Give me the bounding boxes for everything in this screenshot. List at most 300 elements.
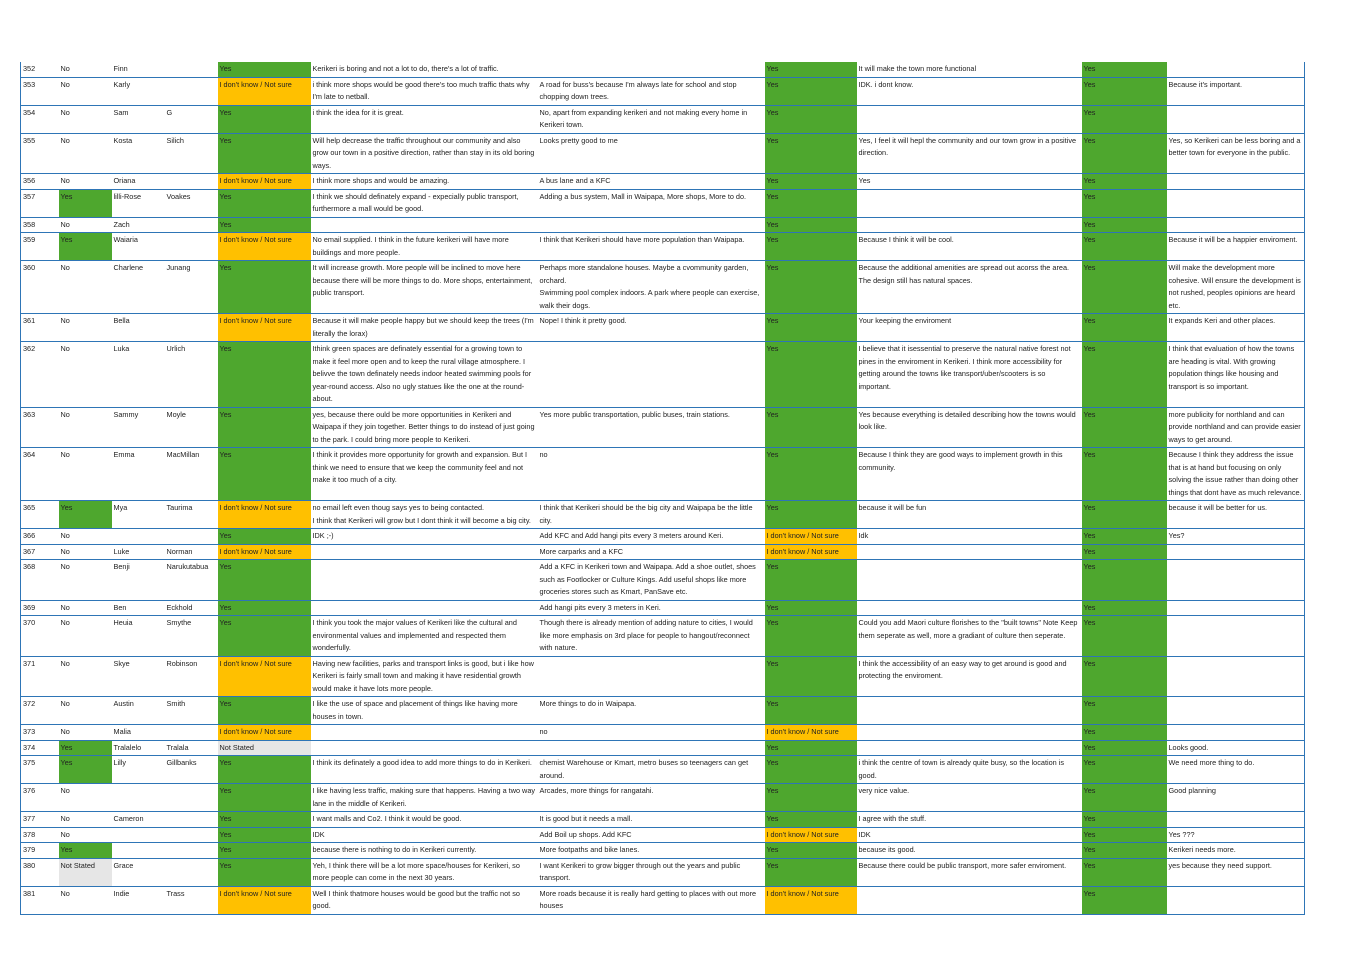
support-answer-3-cell: Yes <box>1082 656 1167 697</box>
support-answer-2-cell: I don't know / Not sure <box>765 544 857 560</box>
response-id-cell: 375 <box>21 756 59 784</box>
first-name-cell <box>112 843 165 859</box>
comment-3-cell <box>857 600 1082 616</box>
comment-3-cell: because it will be fun <box>857 501 1082 529</box>
last-name-cell: G <box>165 105 218 133</box>
comment-4-cell <box>1167 544 1305 560</box>
response-id-cell: 374 <box>21 740 59 756</box>
comment-3-cell <box>857 189 1082 217</box>
support-answer-1-cell: I don't know / Not sure <box>218 725 311 741</box>
comment-1-cell: I want malls and Co2. I think it would be good. <box>311 812 538 828</box>
comment-2-cell: Though there is already mention of adding nature to cities, I would like more emphasis on 3rd place for people to hangout/reconnect with nature. <box>538 616 765 657</box>
comment-2-cell: Add Boil up shops. Add KFC <box>538 827 765 843</box>
contact-consent-cell: No <box>59 812 112 828</box>
last-name-cell: Trass <box>165 886 218 914</box>
comment-4-cell: Will make the development more cohesive. Will ensure the development is not rushed, peoples opinions are heard etc. <box>1167 261 1305 314</box>
first-name-cell: Skye <box>112 656 165 697</box>
support-answer-1-cell: Yes <box>218 448 311 501</box>
response-id-cell: 369 <box>21 600 59 616</box>
response-id-cell: 356 <box>21 174 59 190</box>
last-name-cell: Eckhold <box>165 600 218 616</box>
response-id-cell: 361 <box>21 314 59 342</box>
comment-2-cell: More carparks and a KFC <box>538 544 765 560</box>
first-name-cell <box>112 529 165 545</box>
table-row <box>21 233 1305 261</box>
support-answer-2-cell: Yes <box>765 233 857 261</box>
table-body <box>21 62 1305 914</box>
comment-3-cell <box>857 217 1082 233</box>
comment-3-cell: IDK <box>857 827 1082 843</box>
comment-3-cell: very nice value. <box>857 784 1082 812</box>
support-answer-2-cell: Yes <box>765 77 857 105</box>
support-answer-2-cell: Yes <box>765 858 857 886</box>
contact-consent-cell: No <box>59 529 112 545</box>
support-answer-3-cell: Yes <box>1082 189 1167 217</box>
support-answer-2-cell: Yes <box>765 501 857 529</box>
comment-3-cell: Yes, I feel it will hepl the community and our town grow in a positive direction. <box>857 133 1082 174</box>
comment-3-cell: Could you add Maori culture florishes to the "built towns" Note Keep them seperate as well, more a gradiant of culture then seperate. <box>857 616 1082 657</box>
comment-2-cell: More roads because it is really hard getting to places with out more houses <box>538 886 765 914</box>
last-name-cell <box>165 174 218 190</box>
contact-consent-cell: No <box>59 77 112 105</box>
support-answer-2-cell: I don't know / Not sure <box>765 725 857 741</box>
comment-4-cell: because it will be better for us. <box>1167 501 1305 529</box>
comment-2-cell <box>538 217 765 233</box>
response-id-cell: 353 <box>21 77 59 105</box>
first-name-cell: Lilly <box>112 756 165 784</box>
comment-3-cell <box>857 886 1082 914</box>
support-answer-1-cell: Yes <box>218 784 311 812</box>
comment-1-cell: No email supplied. I think in the future kerikeri will have more buildings and more people. <box>311 233 538 261</box>
first-name-cell: Tralalelo <box>112 740 165 756</box>
support-answer-3-cell: Yes <box>1082 62 1167 77</box>
response-id-cell: 365 <box>21 501 59 529</box>
contact-consent-cell: No <box>59 407 112 448</box>
support-answer-3-cell: Yes <box>1082 725 1167 741</box>
comment-1-cell <box>311 740 538 756</box>
support-answer-2-cell: Yes <box>765 314 857 342</box>
response-id-cell: 355 <box>21 133 59 174</box>
first-name-cell: Oriana <box>112 174 165 190</box>
support-answer-1-cell: Yes <box>218 133 311 174</box>
table-row <box>21 189 1305 217</box>
comment-1-cell: i think the idea for it is great. <box>311 105 538 133</box>
comment-2-cell: Add hangi pits every 3 meters in Keri. <box>538 600 765 616</box>
comment-1-cell: Kerikeri is boring and not a lot to do, there's a lot of traffic. <box>311 62 538 77</box>
contact-consent-cell: No <box>59 261 112 314</box>
last-name-cell <box>165 217 218 233</box>
response-id-cell: 373 <box>21 725 59 741</box>
comment-4-cell <box>1167 217 1305 233</box>
response-id-cell: 376 <box>21 784 59 812</box>
comment-3-cell <box>857 544 1082 560</box>
comment-1-cell: i think more shops would be good there's too much traffic thats why I'm late to netball. <box>311 77 538 105</box>
response-id-cell: 378 <box>21 827 59 843</box>
support-answer-3-cell: Yes <box>1082 448 1167 501</box>
contact-consent-cell: No <box>59 314 112 342</box>
table-row <box>21 858 1305 886</box>
comment-4-cell <box>1167 725 1305 741</box>
last-name-cell: Junang <box>165 261 218 314</box>
comment-1-cell: yes, because there ould be more opportunities in Kerikeri and Waipapa if they join together. Better things to do instead of just going to the park. I could bring more people to Kerikeri. <box>311 407 538 448</box>
comment-3-cell <box>857 105 1082 133</box>
support-answer-3-cell: Yes <box>1082 544 1167 560</box>
response-id-cell: 379 <box>21 843 59 859</box>
contact-consent-cell: Not Stated <box>59 858 112 886</box>
contact-consent-cell: No <box>59 827 112 843</box>
table-row <box>21 261 1305 314</box>
contact-consent-cell: Yes <box>59 233 112 261</box>
comment-1-cell: because there is nothing to do in Kerikeri currently. <box>311 843 538 859</box>
last-name-cell <box>165 62 218 77</box>
comment-1-cell: I think it provides more opportunity for growth and expansion. But I think we need to ensure that we keep the community feel and not make it too much of a city. <box>311 448 538 501</box>
support-answer-1-cell: Yes <box>218 529 311 545</box>
table-row <box>21 529 1305 545</box>
comment-3-cell: Because there could be public transport, more safer enviroment. <box>857 858 1082 886</box>
last-name-cell: Robinson <box>165 656 218 697</box>
last-name-cell <box>165 812 218 828</box>
first-name-cell: Karly <box>112 77 165 105</box>
contact-consent-cell: No <box>59 560 112 601</box>
first-name-cell: Benji <box>112 560 165 601</box>
support-answer-1-cell: Yes <box>218 261 311 314</box>
first-name-cell: Charlene <box>112 261 165 314</box>
table-row <box>21 886 1305 914</box>
contact-consent-cell: No <box>59 105 112 133</box>
comment-2-cell <box>538 342 765 408</box>
last-name-cell: Smith <box>165 697 218 725</box>
comment-3-cell: Yes because everything is detailed describing how the towns would look like. <box>857 407 1082 448</box>
support-answer-3-cell: Yes <box>1082 133 1167 174</box>
comment-4-cell: Kerikeri needs more. <box>1167 843 1305 859</box>
support-answer-1-cell: Yes <box>218 217 311 233</box>
contact-consent-cell: Yes <box>59 756 112 784</box>
comment-1-cell: Will help decrease the traffic throughout our community and also grow our town in a positive direction, rather than stay in its old boring ways. <box>311 133 538 174</box>
last-name-cell: Silich <box>165 133 218 174</box>
comment-4-cell <box>1167 656 1305 697</box>
comment-1-cell: Having new facilities, parks and transport links is good, but i like how Kerikeri is fairly small town and making it have residential growth would make it have lots more people. <box>311 656 538 697</box>
support-answer-3-cell: Yes <box>1082 812 1167 828</box>
comment-1-cell <box>311 217 538 233</box>
support-answer-1-cell: Yes <box>218 342 311 408</box>
comment-1-cell: IDK <box>311 827 538 843</box>
comment-3-cell <box>857 725 1082 741</box>
comment-1-cell <box>311 544 538 560</box>
comment-2-cell: I think that Kerikeri should have more population than Waipapa. <box>538 233 765 261</box>
first-name-cell: Bella <box>112 314 165 342</box>
contact-consent-cell: No <box>59 544 112 560</box>
table-row <box>21 616 1305 657</box>
comment-4-cell <box>1167 616 1305 657</box>
comment-2-cell: Add a KFC in Kerikeri town and Waipapa. Add a shoe outlet, shoes such as Footlocker or Culture Kings. Add useful shops like more groceries stores such as Kmart, PanSave etc. <box>538 560 765 601</box>
first-name-cell: Grace <box>112 858 165 886</box>
comment-2-cell: no <box>538 725 765 741</box>
comment-4-cell <box>1167 886 1305 914</box>
support-answer-1-cell: Yes <box>218 756 311 784</box>
support-answer-1-cell: Yes <box>218 407 311 448</box>
response-id-cell: 371 <box>21 656 59 697</box>
comment-4-cell <box>1167 189 1305 217</box>
comment-4-cell: Because it's important. <box>1167 77 1305 105</box>
support-answer-1-cell: Yes <box>218 560 311 601</box>
response-id-cell: 359 <box>21 233 59 261</box>
support-answer-1-cell: I don't know / Not sure <box>218 544 311 560</box>
table-row <box>21 133 1305 174</box>
support-answer-2-cell: Yes <box>765 217 857 233</box>
last-name-cell <box>165 858 218 886</box>
support-answer-1-cell: Yes <box>218 697 311 725</box>
support-answer-3-cell: Yes <box>1082 740 1167 756</box>
table-row <box>21 544 1305 560</box>
support-answer-1-cell: I don't know / Not sure <box>218 314 311 342</box>
comment-2-cell <box>538 62 765 77</box>
first-name-cell: Indie <box>112 886 165 914</box>
support-answer-2-cell: Yes <box>765 843 857 859</box>
contact-consent-cell: No <box>59 784 112 812</box>
comment-2-cell: It is good but it needs a mall. <box>538 812 765 828</box>
support-answer-1-cell: Not Stated <box>218 740 311 756</box>
comment-1-cell: I think its definately a good idea to add more things to do in Kerikeri. <box>311 756 538 784</box>
comment-1-cell: I like having less traffic, making sure that happens. Having a two way lane in the middle of Kerikeri. <box>311 784 538 812</box>
comment-1-cell <box>311 600 538 616</box>
comment-2-cell: Looks pretty good to me <box>538 133 765 174</box>
support-answer-2-cell: Yes <box>765 616 857 657</box>
support-answer-1-cell: Yes <box>218 189 311 217</box>
support-answer-3-cell: Yes <box>1082 697 1167 725</box>
last-name-cell <box>165 77 218 105</box>
support-answer-1-cell: Yes <box>218 616 311 657</box>
first-name-cell: Heuia <box>112 616 165 657</box>
table-row <box>21 812 1305 828</box>
first-name-cell: Zach <box>112 217 165 233</box>
comment-3-cell: i think the centre of town is already quite busy, so the location is good. <box>857 756 1082 784</box>
comment-4-cell: Because I think they address the issue that is at hand but focusing on only solving the issue rather than doing other things that dont have as much relevance. <box>1167 448 1305 501</box>
response-id-cell: 368 <box>21 560 59 601</box>
comment-2-cell: Yes more public transportation, public buses, train stations. <box>538 407 765 448</box>
support-answer-1-cell: I don't know / Not sure <box>218 501 311 529</box>
support-answer-2-cell: Yes <box>765 740 857 756</box>
contact-consent-cell: No <box>59 656 112 697</box>
last-name-cell: Voakes <box>165 189 218 217</box>
comment-3-cell: Because I think it will be cool. <box>857 233 1082 261</box>
comment-3-cell: Your keeping the enviroment <box>857 314 1082 342</box>
comment-3-cell: because its good. <box>857 843 1082 859</box>
response-id-cell: 366 <box>21 529 59 545</box>
response-id-cell: 357 <box>21 189 59 217</box>
first-name-cell <box>112 827 165 843</box>
last-name-cell: Urlich <box>165 342 218 408</box>
contact-consent-cell: Yes <box>59 843 112 859</box>
comment-3-cell: Idk <box>857 529 1082 545</box>
support-answer-1-cell: I don't know / Not sure <box>218 77 311 105</box>
comment-3-cell: Yes <box>857 174 1082 190</box>
response-id-cell: 370 <box>21 616 59 657</box>
comment-3-cell: IDK. i dont know. <box>857 77 1082 105</box>
first-name-cell: Ben <box>112 600 165 616</box>
support-answer-3-cell: Yes <box>1082 827 1167 843</box>
survey-responses-table <box>20 62 1305 915</box>
comment-1-cell: I like the use of space and placement of things like having more houses in town. <box>311 697 538 725</box>
support-answer-3-cell: Yes <box>1082 261 1167 314</box>
support-answer-2-cell: Yes <box>765 812 857 828</box>
comment-4-cell <box>1167 812 1305 828</box>
support-answer-2-cell: I don't know / Not sure <box>765 827 857 843</box>
comment-3-cell: Because the additional amenities are spread out acorss the area. The design still has natural spaces. <box>857 261 1082 314</box>
comment-4-cell: Yes, so Kerikeri can be less boring and a better town for everyone in the public. <box>1167 133 1305 174</box>
support-answer-3-cell: Yes <box>1082 756 1167 784</box>
support-answer-2-cell: Yes <box>765 697 857 725</box>
last-name-cell: MacMillan <box>165 448 218 501</box>
last-name-cell: Smythe <box>165 616 218 657</box>
contact-consent-cell: No <box>59 616 112 657</box>
last-name-cell <box>165 827 218 843</box>
comment-2-cell: Nope! I think it pretty good. <box>538 314 765 342</box>
first-name-cell: Luke <box>112 544 165 560</box>
comment-3-cell <box>857 697 1082 725</box>
last-name-cell: Gillbanks <box>165 756 218 784</box>
support-answer-1-cell: I don't know / Not sure <box>218 174 311 190</box>
comment-3-cell <box>857 740 1082 756</box>
support-answer-3-cell: Yes <box>1082 843 1167 859</box>
comment-4-cell <box>1167 600 1305 616</box>
first-name-cell: Cameron <box>112 812 165 828</box>
first-name-cell: Kosta <box>112 133 165 174</box>
comment-2-cell: Perhaps more standalone houses. Maybe a cvommunity garden, orchard. Swimming pool complex indoors. A park where people can exercise, walk their dogs. <box>538 261 765 314</box>
table-row <box>21 77 1305 105</box>
first-name-cell: Waiaria <box>112 233 165 261</box>
first-name-cell: Emma <box>112 448 165 501</box>
comment-4-cell: Good planning <box>1167 784 1305 812</box>
contact-consent-cell: No <box>59 725 112 741</box>
support-answer-3-cell: Yes <box>1082 314 1167 342</box>
comment-2-cell: no <box>538 448 765 501</box>
last-name-cell: Moyle <box>165 407 218 448</box>
support-answer-3-cell: Yes <box>1082 886 1167 914</box>
support-answer-3-cell: Yes <box>1082 174 1167 190</box>
table-row <box>21 843 1305 859</box>
table-row <box>21 725 1305 741</box>
comment-2-cell: Arcades, more things for rangatahi. <box>538 784 765 812</box>
first-name-cell <box>112 784 165 812</box>
support-answer-2-cell: Yes <box>765 756 857 784</box>
comment-2-cell: More footpaths and bike lanes. <box>538 843 765 859</box>
table-row <box>21 501 1305 529</box>
support-answer-2-cell: Yes <box>765 105 857 133</box>
first-name-cell: Finn <box>112 62 165 77</box>
response-id-cell: 364 <box>21 448 59 501</box>
comment-3-cell: It will make the town more functional <box>857 62 1082 77</box>
support-answer-2-cell: Yes <box>765 600 857 616</box>
comment-3-cell: Because I think they are good ways to implement growth in this community. <box>857 448 1082 501</box>
contact-consent-cell: No <box>59 217 112 233</box>
comment-2-cell: Add KFC and Add hangi pits every 3 meters around Keri. <box>538 529 765 545</box>
table-row <box>21 342 1305 408</box>
table-row <box>21 697 1305 725</box>
support-answer-3-cell: Yes <box>1082 407 1167 448</box>
support-answer-2-cell: Yes <box>765 62 857 77</box>
support-answer-1-cell: Yes <box>218 600 311 616</box>
response-id-cell: 354 <box>21 105 59 133</box>
comment-4-cell: Yes ??? <box>1167 827 1305 843</box>
last-name-cell: Narukutabua <box>165 560 218 601</box>
support-answer-3-cell: Yes <box>1082 560 1167 601</box>
comment-3-cell: I think the accessibility of an easy way to get around is good and protecting the enviroment. <box>857 656 1082 697</box>
support-answer-3-cell: Yes <box>1082 616 1167 657</box>
support-answer-1-cell: I don't know / Not sure <box>218 886 311 914</box>
support-answer-3-cell: Yes <box>1082 529 1167 545</box>
comment-2-cell <box>538 740 765 756</box>
first-name-cell: Sam <box>112 105 165 133</box>
support-answer-2-cell: Yes <box>765 342 857 408</box>
comment-4-cell: Yes? <box>1167 529 1305 545</box>
comment-3-cell <box>857 560 1082 601</box>
last-name-cell <box>165 233 218 261</box>
last-name-cell: Norman <box>165 544 218 560</box>
comment-4-cell <box>1167 174 1305 190</box>
comment-2-cell <box>538 656 765 697</box>
first-name-cell: Sammy <box>112 407 165 448</box>
comment-4-cell: I think that evaluation of how the towns are heading is vital. With growing population things like housing and transport is so important. <box>1167 342 1305 408</box>
table-row <box>21 217 1305 233</box>
support-answer-2-cell: Yes <box>765 174 857 190</box>
support-answer-2-cell: Yes <box>765 784 857 812</box>
comment-2-cell: Adding a bus system, Mall in Waipapa, More shops, More to do. <box>538 189 765 217</box>
contact-consent-cell: No <box>59 600 112 616</box>
support-answer-2-cell: Yes <box>765 133 857 174</box>
comment-4-cell: more publicity for northland and can provide northland and can provide easier ways to get around. <box>1167 407 1305 448</box>
comment-4-cell <box>1167 697 1305 725</box>
first-name-cell: Malia <box>112 725 165 741</box>
contact-consent-cell: Yes <box>59 740 112 756</box>
support-answer-3-cell: Yes <box>1082 217 1167 233</box>
first-name-cell: lilli-Rose <box>112 189 165 217</box>
comment-4-cell <box>1167 62 1305 77</box>
comment-4-cell <box>1167 560 1305 601</box>
response-id-cell: 367 <box>21 544 59 560</box>
response-id-cell: 352 <box>21 62 59 77</box>
response-id-cell: 360 <box>21 261 59 314</box>
comment-2-cell: No, apart from expanding kerikeri and not making every home in Kerikeri town. <box>538 105 765 133</box>
response-id-cell: 381 <box>21 886 59 914</box>
response-id-cell: 358 <box>21 217 59 233</box>
support-answer-1-cell: Yes <box>218 62 311 77</box>
support-answer-3-cell: Yes <box>1082 105 1167 133</box>
comment-3-cell: I agree with the stuff. <box>857 812 1082 828</box>
support-answer-1-cell: Yes <box>218 858 311 886</box>
table-row <box>21 784 1305 812</box>
support-answer-3-cell: Yes <box>1082 858 1167 886</box>
support-answer-2-cell: Yes <box>765 189 857 217</box>
last-name-cell <box>165 529 218 545</box>
comment-2-cell: More things to do in Waipapa. <box>538 697 765 725</box>
comment-4-cell: It expands Keri and other places. <box>1167 314 1305 342</box>
comment-2-cell: chemist Warehouse or Kmart, metro buses so teenagers can get around. <box>538 756 765 784</box>
last-name-cell <box>165 314 218 342</box>
support-answer-2-cell: Yes <box>765 448 857 501</box>
response-id-cell: 362 <box>21 342 59 408</box>
last-name-cell <box>165 784 218 812</box>
support-answer-3-cell: Yes <box>1082 342 1167 408</box>
comment-1-cell: Well I think thatmore houses would be good but the traffic not so good. <box>311 886 538 914</box>
response-id-cell: 380 <box>21 858 59 886</box>
contact-consent-cell: Yes <box>59 501 112 529</box>
comment-1-cell: Ithink green spaces are definately essential for a growing town to make it feel more open and to keep the rural village atmosphere. I belivve the town definately needs indoor heated swimming pools for year-round access. Also no ugly statues like the one at the round-about. <box>311 342 538 408</box>
support-answer-2-cell: Yes <box>765 560 857 601</box>
comment-4-cell: We need more thing to do. <box>1167 756 1305 784</box>
support-answer-3-cell: Yes <box>1082 784 1167 812</box>
support-answer-3-cell: Yes <box>1082 501 1167 529</box>
comment-1-cell: IDK ;-) <box>311 529 538 545</box>
